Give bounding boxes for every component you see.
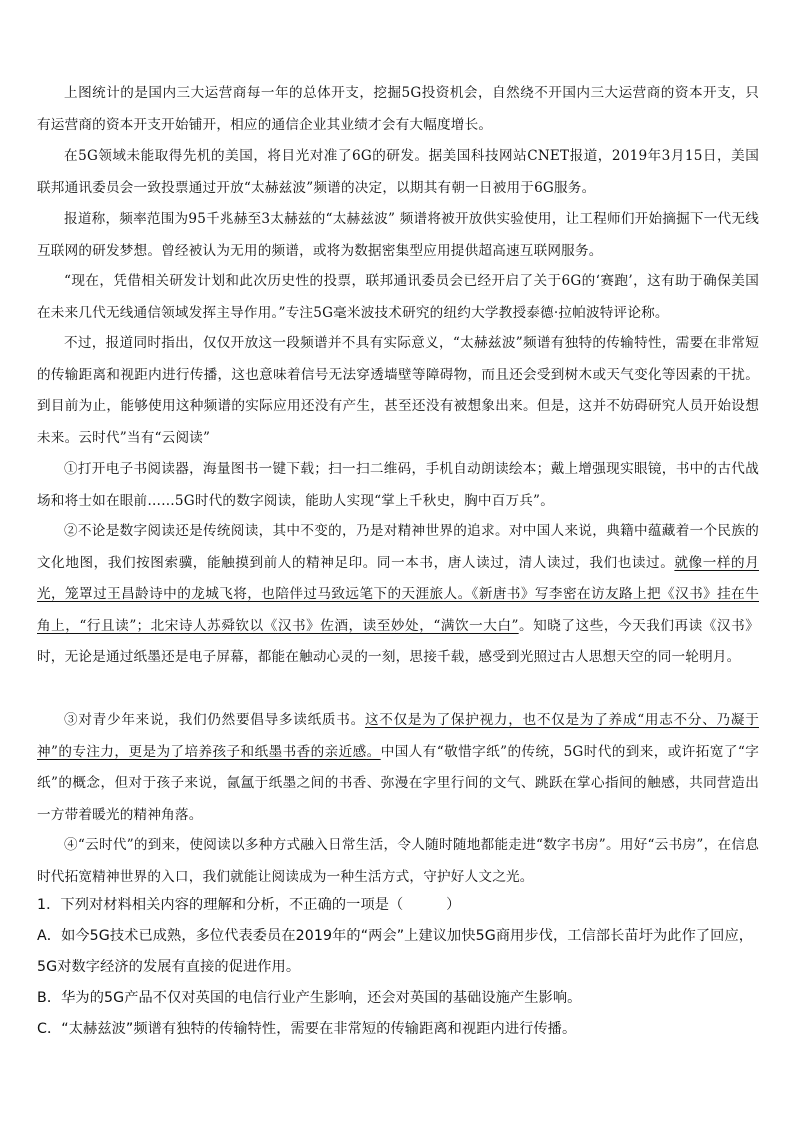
paragraph-1-digital-reading: ①打开电子书阅读器，海量图书一键下载；扫一扫二维码，手机自动朗读绘本；戴上增强现实眼镜，书中的古代战场和将士如在眼前……5G时代的数字阅读，能助人实现“掌上千秋史，胸中百万兵”。 bbox=[37, 461, 759, 509]
question-1-option-a[interactable] bbox=[37, 921, 759, 983]
paragraph-fcc-quote: “现在，凭借相关研发计划和此次历史性的投票，联邦通讯委员会已经开启了关于6G的‘赛跑’，这有助于确保美国在未来几代无线通信领域发挥主导作用。”专注5G毫米波技术研究的纽约大学教授泰德·拉帕波特评论称。 bbox=[37, 273, 759, 321]
question-1-option-c[interactable]: C．“太赫兹波”频谱有独特的传输特性，需要在非常短的传输距离和视距内进行传播。 bbox=[37, 1021, 577, 1037]
option-a-line1: A．如今5G技术已成熟，多位代表委员在2019年的“两会”上建议加快5G商用步伐，工信部长苗圩为此作了回应， bbox=[37, 928, 754, 944]
paragraph-2-text: ②不论是数字阅读还是传统阅读，其中不变的，乃是对精神世界的追求。对中国人来说，典籍中蕴藏着一个民族的文化地图，我们按图索骥，能触摸到前人的精神足印。同一本书，唐人读过，清人读过，我们也读过。 bbox=[37, 523, 759, 571]
paragraph-3-underlined: 这不仅是为了保护视力，也不仅是为了养成“用志不分、乃凝于神”的专注力，更是为了培养孩子和纸墨书香的亲近感。 bbox=[37, 712, 759, 760]
paragraph-operator-capex: 上图统计的是国内三大运营商每一年的总体开支，挖掘5G投资机会，自然绕不开国内三大运营商的资本开支，只有运营商的资本开支开始铺开，相应的通信企业其业绩才会有大幅度增长。 bbox=[37, 85, 759, 133]
paragraph-limitations: 不过，报道同时指出，仅仅开放这一段频谱并不具有实际意义，“太赫兹波”频谱有独特的传输特性，需要在非常短的传输距离和视距内进行传播，这也意味着信号无法穿透墙壁等障碍物，而且还会受到树木或天气变化等因素的干扰。到目前为止，能够使用这种频谱的实际应用还没有产生，甚至还没有被想象出来。但是，这并不妨碍研究人员开始设想未来。云时代”当有“云阅读” bbox=[37, 335, 759, 446]
question-1-option-b[interactable]: B．华为的5G产品不仅对英国的电信行业产生影响，还会对英国的基础设施产生影响。 bbox=[37, 990, 582, 1006]
paragraph-2-underlined: 就像一样的月光，笼罩过王昌龄诗中的龙城飞将，也陪伴过马致远笔下的天涯旅人。《新唐书》写李密在访友路上把《汉书》挂在牛角上，“行且读”；北宋诗人苏舜钦以《汉书》佐酒，读至妙处，“满饮一大白” bbox=[37, 554, 760, 634]
paragraph-terahertz-report: 报道称，频率范围为95千兆赫至3太赫兹的“太赫兹波” 频谱将被开放供实验使用，让工程师们开始摘掘下一代无线互联网的研发梦想。曾经被认为无用的频谱，或将为数据密集型应用提供超高速互联网服务。 bbox=[37, 211, 759, 259]
paragraph-us-6g: 在5G领域未能取得先机的美国，将目光对准了6G的研发。据美国科技网站CNET报道，2019年3月15日，美国联邦通讯委员会一致投票通过开放“太赫兹波”频谱的决定，以期其有朝一日被用于6G服务。 bbox=[37, 148, 759, 196]
paragraph-3-text: ③对青少年来说，我们仍然要倡导多读纸质书。 bbox=[64, 712, 365, 728]
paragraph-4-cloud-era: ④“云时代”的到来，使阅读以多种方式融入日常生活，令人随时随地都能走进“数字书房”。用好“云书房”，在信息时代拓宽精神世界的入口，我们就能让阅读成为一种生活方式，守护好人文之光。 bbox=[37, 837, 759, 885]
option-a-line2: 5G对数字经济的发展有直接的促进作用。 bbox=[37, 959, 301, 975]
paragraph-2-spiritual-world bbox=[37, 516, 759, 674]
question-1-stem: 1．下列对材料相关内容的理解和分析，不正确的一项是（ ） bbox=[37, 897, 461, 913]
paragraph-3-paper-books bbox=[37, 705, 759, 831]
paragraph-3-rest: 中国人有“敬惜字纸”的传统，5G时代的到来，或许拓宽了“字纸”的概念，但对于孩子来说，氤氲于纸墨之间的书香、弥漫在字里行间的文气、跳跃在掌心指间的触感，共同营造出一方带着暖光的精神角落。 bbox=[37, 743, 760, 823]
paragraph-2-rest: 。知晓了这些，今天我们再读《汉书》时，无论是通过纸墨还是电子屏幕，都能在触动心灵的一刻，思接千载，感受到光照过古人思想天空的同一轮明月。 bbox=[37, 617, 759, 665]
